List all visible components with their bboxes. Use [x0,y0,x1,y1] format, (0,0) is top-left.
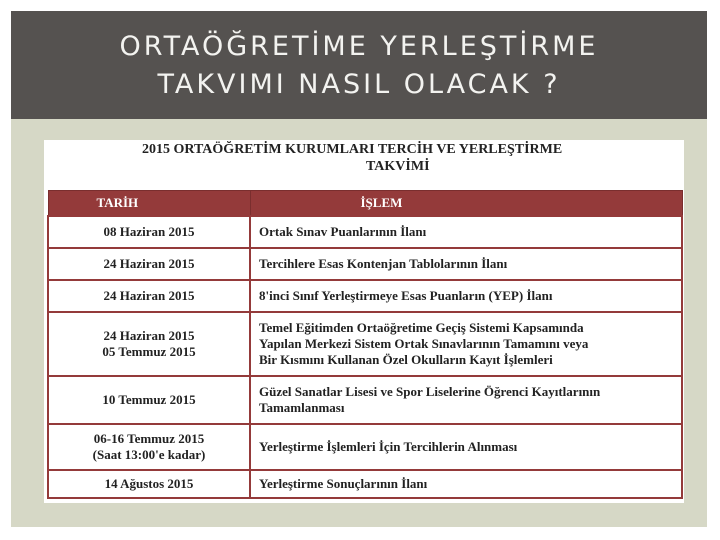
operation-line: Ortak Sınav Puanlarının İlanı [259,224,427,239]
date-line: 05 Temmuz 2015 [102,344,196,359]
slide-title [11,28,707,104]
table-row [48,280,682,312]
date-line: 14 Ağustos 2015 [104,476,194,491]
operation-cell [250,280,682,312]
column-header-date: TARİH [48,191,250,217]
date-cell [48,280,250,312]
table-row [48,424,682,470]
date-cell [48,312,250,376]
date-line: 06-16 Temmuz 2015 [93,431,205,446]
operation-line: Yerleştirme Sonuçlarının İlanı [259,476,428,491]
operation-line: Tercihlere Esas Kontenjan Tablolarının İlanı [259,256,508,271]
date-line: 24 Haziran 2015 [103,256,195,271]
table-row [48,376,682,424]
column-header-operation: İŞLEM [250,191,682,217]
date-cell [48,424,250,470]
date-line: 24 Haziran 2015 [103,288,195,303]
table-row [48,248,682,280]
schedule-table [47,190,683,499]
slide-title-line-2: TAKVIMI NASIL OLACAK ? [157,69,561,100]
operation-cell [250,312,682,376]
table-row [48,216,682,248]
table-row [48,312,682,376]
operation-cell [250,376,682,424]
operation-line: Tamamlanması [259,400,345,415]
operation-line: Bir Kısmını Kullanan Özel Okulların Kayıt İşlemleri [259,352,553,367]
operation-line: Temel Eğitimden Ortaöğretime Geçiş Sistemi Kapsamında [259,320,584,335]
operation-line: Yerleştirme İşlemleri İçin Tercihlerin Alınması [259,439,518,454]
date-line: 24 Haziran 2015 [103,328,195,343]
date-line: 08 Haziran 2015 [103,224,195,239]
operation-cell [250,470,682,498]
date-cell [48,376,250,424]
operation-line: Güzel Sanatlar Lisesi ve Spor Liselerine Öğrenci Kayıtlarının [259,384,601,399]
operation-line: Yapılan Merkezi Sistem Ortak Sınavlarının Tamamını veya [259,336,589,351]
date-cell [48,470,250,498]
document-heading-line-2: TAKVİMİ [366,159,430,174]
document-heading-line-1: 2015 ORTAÖĞRETİM KURUMLARI TERCİH VE YERLEŞTİRME [142,142,563,157]
operation-cell [250,216,682,248]
document-heading [44,140,684,190]
table-row [48,470,682,498]
date-line: (Saat 13:00'e kadar) [92,447,206,462]
date-line: 10 Temmuz 2015 [102,392,196,407]
operation-line: 8'inci Sınıf Yerleştirmeye Esas Puanların (YEP) İlanı [259,288,553,303]
operation-cell [250,424,682,470]
date-cell [48,248,250,280]
slide-title-line-1: ORTAÖĞRETİME YERLEŞTİRME [119,31,599,62]
schedule-document-image [44,140,684,503]
table-header-row [48,191,682,217]
operation-cell [250,248,682,280]
date-cell [48,216,250,248]
